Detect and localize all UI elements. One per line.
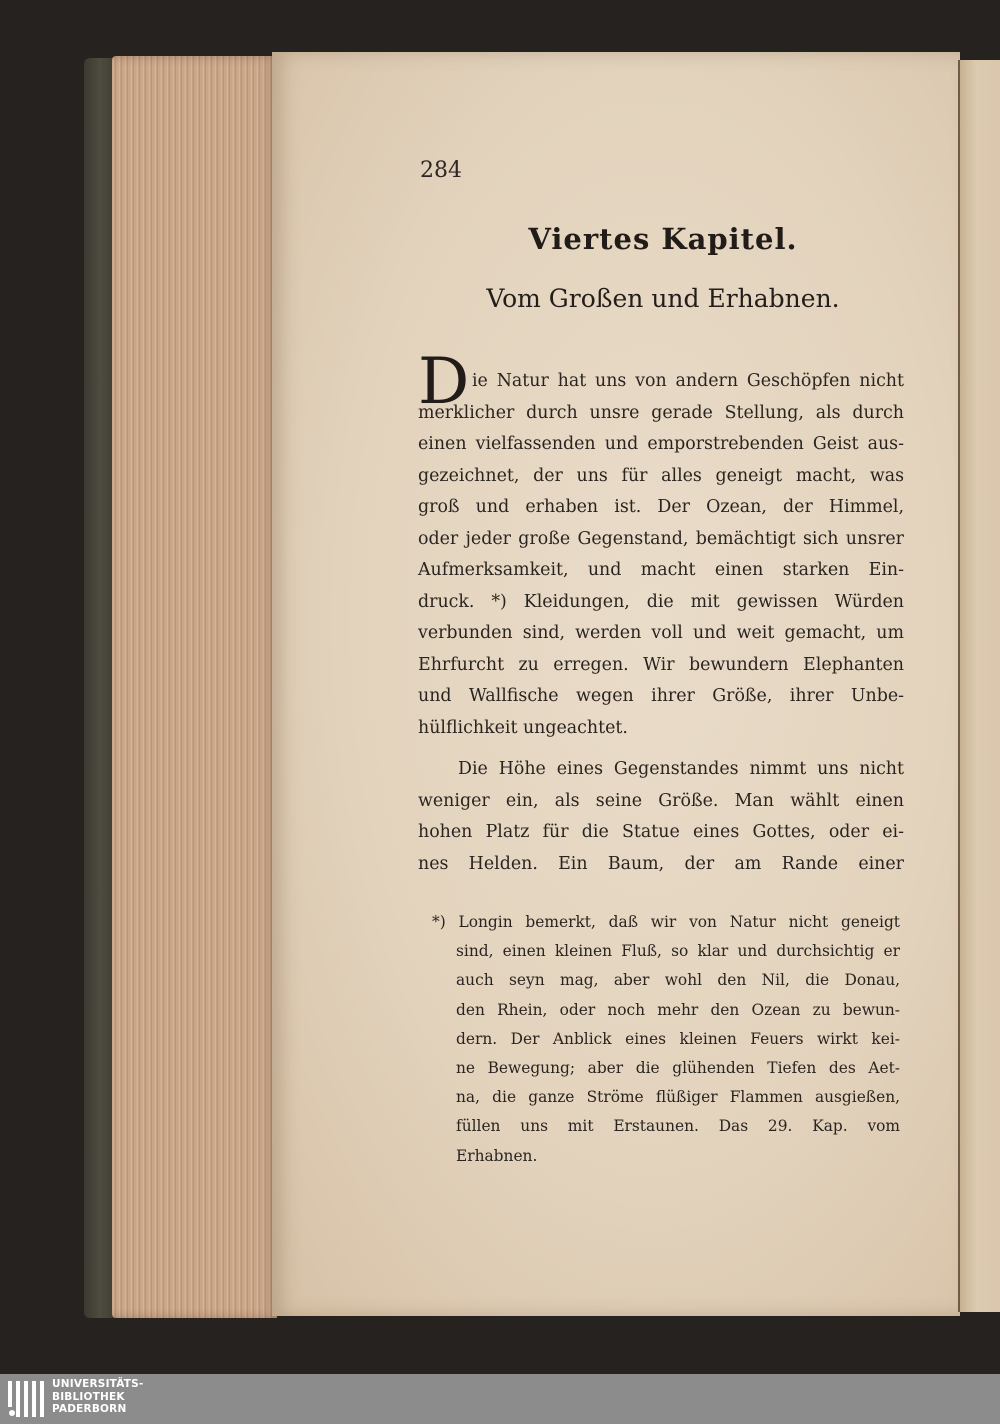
footnote-line: *) Longin bemerkt, daß wir von Natur nicht geneigt	[432, 913, 900, 931]
page-block-edges	[112, 56, 277, 1318]
library-logo-icon	[6, 1377, 48, 1421]
text-line: Ehrfurcht zu erregen. Wir bewundern Elephanten	[418, 654, 904, 675]
paragraph-1	[418, 366, 904, 744]
text-line: groß und erhaben ist. Der Ozean, der Himmel,	[418, 497, 904, 517]
text-line: verbunden sind, werden voll und weit gemacht, um	[418, 623, 904, 643]
footnote-line: ne Bewegung; aber die glühenden Tiefen des Aet-	[456, 1059, 900, 1078]
text-line: hülflichkeit ungeachtet.	[418, 717, 628, 738]
text-line: und Wallfische wegen ihrer Größe, ihrer Unbe-	[418, 686, 904, 706]
text-line: einen vielfassenden und emporstrebenden Geist aus-	[418, 434, 904, 454]
text-line: druck. *) Kleidungen, die mit gewissen Würden	[418, 591, 904, 612]
page-number: 284	[420, 158, 462, 183]
footnote-line: sind, einen kleinen Fluß, so klar und durchsichtig er	[456, 942, 900, 961]
footnote-line: den Rhein, oder noch mehr den Ozean zu bewun-	[456, 1000, 900, 1019]
drop-cap: D	[418, 345, 470, 419]
library-name-line: BIBLIOTHEK	[52, 1390, 125, 1403]
footnote-line: na, die ganze Ströme flüßiger Flammen ausgießen,	[456, 1088, 900, 1107]
text-line: merklicher durch unsre gerade Stellung, als durch	[418, 402, 904, 423]
library-name	[52, 1378, 143, 1416]
footnote	[432, 908, 900, 1171]
section-title: Vom Großen und Erhabnen.	[486, 284, 840, 313]
text-line: Aufmerksamkeit, und macht einen starken Ein-	[418, 560, 904, 580]
footnote-line: auch seyn mag, aber wohl den Nil, die Donau,	[456, 971, 900, 990]
footnote-line: dern. Der Anblick eines kleinen Feuers wirkt kei-	[456, 1029, 900, 1048]
footnote-line: füllen uns mit Erstaunen. Das 29. Kap. vom	[456, 1117, 900, 1136]
text-line: hohen Platz für die Statue eines Gottes, oder ei-	[418, 822, 904, 842]
library-footer-bar	[0, 1374, 1000, 1424]
library-name-line: PADERBORN	[52, 1403, 127, 1415]
chapter-title: Viertes Kapitel.	[528, 222, 798, 256]
text-line: Die Höhe eines Gegenstandes nimmt uns nicht	[458, 759, 904, 779]
text-line: weniger ein, als seine Größe. Man wählt einen	[418, 790, 904, 811]
library-name-line: UNIVERSITÄTS-	[52, 1378, 144, 1390]
text-line: gezeichnet, der uns für alles geneigt macht, was	[418, 465, 904, 486]
footnote-line: Erhabnen.	[456, 1146, 538, 1165]
text-line: oder jeder große Gegenstand, bemächtigt sich unsrer	[418, 528, 904, 549]
text-line: nes Helden. Ein Baum, der am Rande einer	[418, 853, 904, 874]
text-line: ie Natur hat uns von andern Geschöpfen nicht	[472, 371, 904, 391]
paragraph-2	[418, 754, 904, 880]
next-page-edge	[958, 60, 1000, 1312]
